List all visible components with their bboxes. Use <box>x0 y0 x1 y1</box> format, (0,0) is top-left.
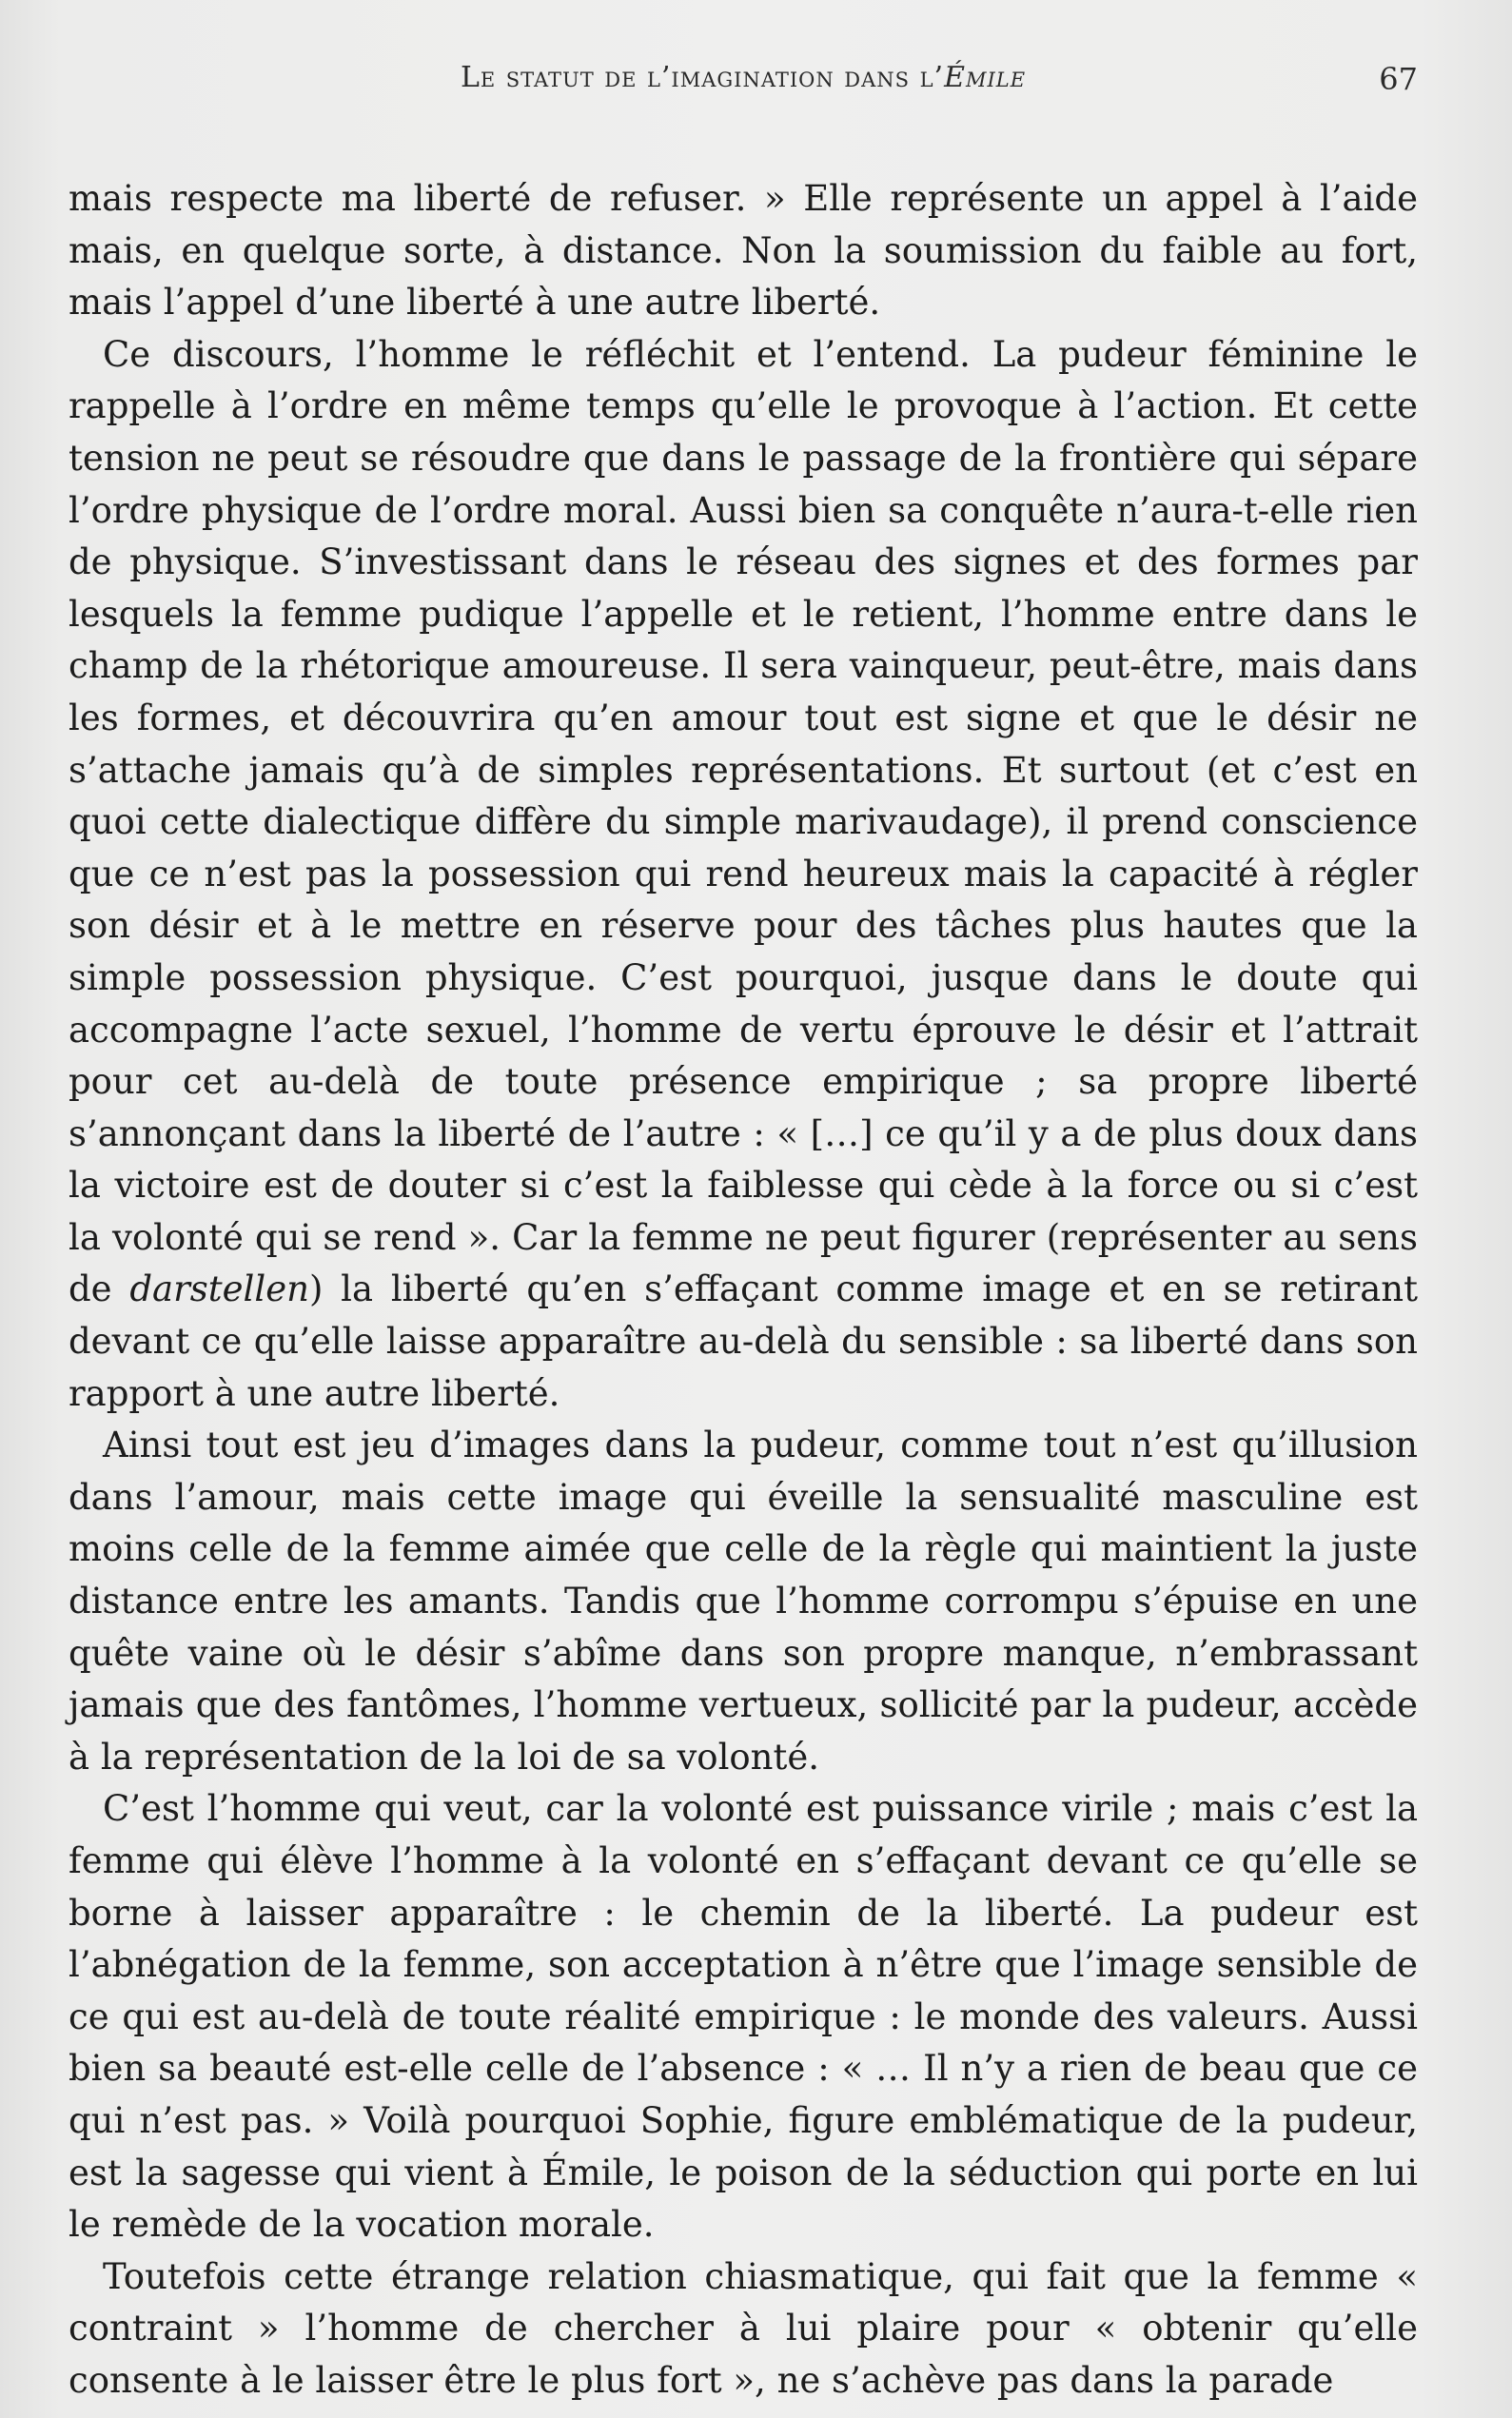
paragraph-1: mais respecte ma liberté de refuser. » Elle représente un appel à l’aide mais, en quelque sorte, à distance. Non la soumission du faible au fort, mais l’appel d’une liberté à une autre liberté. <box>69 178 1418 324</box>
paragraph-4: C’est l’homme qui veut, car la volonté est puissance virile ; mais c’est la femme qui élève l’homme à la volonté en s’effaçant devant ce qu’elle se borne à laisser apparaître : le chemin de la liberté. La pudeur est l’abnégation de la femme, son acceptation à n’être que l’image sensible de ce qui est au-delà de toute réalité empirique : le monde des valeurs. Aussi bien sa beauté est-elle celle de l’absence : « … Il n’y a rien de beau que ce qui n’est pas. » Voilà pourquoi Sophie, figure emblématique de la pudeur, est la sagesse qui vient à Émile, le poison de la séduction qui porte en lui le remède de la vocation morale. <box>69 1788 1418 2246</box>
paragraph-2 <box>69 329 1418 1420</box>
paragraph-2-text-a: Ce discours, l’homme le réfléchit et l’entend. La pudeur féminine le rappelle à l’ordre en même temps qu’elle le provoque à l’action. Et cette tension ne peut se résoudre que dans le passage de la frontière qui sépare l’ordre physique de l’ordre moral. Aussi bien sa conquête n’aura-t-elle rien de physique. S’investissant dans le réseau des signes et des formes par lesquels la femme pudique l’appelle et le retient, l’homme entre dans le champ de la rhétorique amoureuse. Il sera vainqueur, peut-être, mais dans les formes, et découvrira qu’en amour tout est signe et que le désir ne s’attache jamais qu’à de simples représentations. Et surtout (et c’est en quoi cette dialectique diffère du simple marivaudage), il prend conscience que ce n’est pas la possession qui rend heureux mais la capacité à régler son désir et à le mettre en réserve pour des tâches plus hautes que la simple possession physique. C’est pourquoi, jusque dans le doute qui accompagne l’acte sexuel, l’homme de vertu éprouve le désir et l’attrait pour cet au-delà de toute présence empirique ; sa propre liberté s’annonçant dans la liberté de l’autre : « […] ce qu’il y a de plus doux dans la victoire est de douter si c’est la faiblesse qui cède à la force ou si c’est la volonté qui se rend ». Car la femme ne peut figurer (représenter au sens de <box>69 333 1418 1310</box>
paragraph-2-text-b: ) la liberté qu’en s’effaçant comme image et en se retirant devant ce qu’elle laisse apparaître au-delà du sensible : sa liberté dans son rapport à une autre liberté. <box>69 1268 1419 1414</box>
paragraph-3: Ainsi tout est jeu d’images dans la pudeur, comme tout n’est qu’illusion dans l’amour, mais cette image qui éveille la sensualité masculine est moins celle de la femme aimée que celle de la règle qui maintient la juste distance entre les amants. Tandis que l’homme corrompu s’épuise en une quête vaine où le désir s’abîme dans son propre manque, n’embrassant jamais que des fantômes, l’homme vertueux, sollicité par la pudeur, accède à la représentation de la loi de sa volonté. <box>69 1425 1418 1778</box>
paragraph-2-italic-term: darstellen <box>129 1268 309 1310</box>
running-title-italic: Émile <box>944 61 1027 94</box>
page-number: 67 <box>1379 61 1418 97</box>
running-head <box>69 61 1418 107</box>
body-text <box>69 173 1418 2408</box>
running-title-text: Le statut de l’imagination dans l’ <box>460 61 945 94</box>
running-title <box>69 61 1418 94</box>
paragraph-5: Toutefois cette étrange relation chiasmatique, qui fait que la femme « contraint » l’homme de chercher à lui plaire pour « obtenir qu’elle consente à le laisser être le plus fort », ne s’achève pas dans la parade <box>69 2255 1418 2401</box>
